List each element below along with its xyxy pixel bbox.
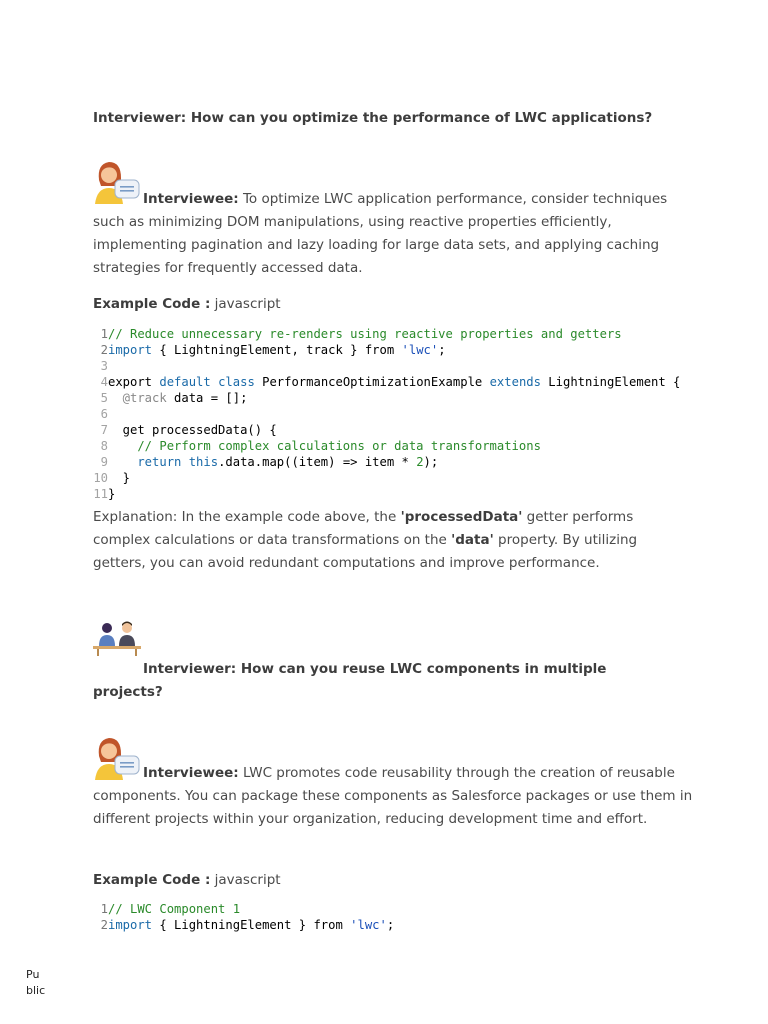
interviewee-avatar-icon (93, 734, 141, 782)
question-1-text: Interviewer: How can you optimize the performance of LWC applications? (93, 109, 653, 126)
question-2 (93, 620, 693, 717)
example-code-label-1 (93, 293, 693, 316)
example-code-label-2: Example Code : javascript (93, 872, 281, 888)
answer-2 (93, 734, 693, 831)
answer-2-paragraph: Interviewee: LWC promotes code reusability through the creation of reusable components. You can package these components as Salesforce packages or use them in different projects within your organization, reducing development time and effort. (93, 765, 693, 827)
code-block-2 (93, 901, 733, 933)
answer-1-paragraph (93, 158, 693, 280)
example-code-title: Example Code : (93, 296, 211, 312)
answer-1 (93, 158, 693, 280)
code-block-2-content: 1// LWC Component 1 2import { LightningElement } from 'lwc'; (100, 902, 395, 932)
question-1 (93, 93, 693, 143)
explanation-1-paragraph: Explanation: In the example code above, the 'processedData' getter performs complex calculations or data transformations on the 'data' property. By utilizing getters, you can avoid redundant computations and improve performance. (93, 509, 638, 571)
code-block-1 (93, 326, 733, 502)
interviewee-label: Interviewee: (143, 765, 239, 781)
interviewer-pair-icon (93, 620, 141, 656)
explanation-1 (93, 506, 693, 575)
classification-footer: Pu blic (26, 968, 46, 997)
code-block-1-content: 1// Reduce unnecessary re-renders using reactive properties and getters 2import { LightningElement, track } from 'lwc'; 3 4export default class PerformanceOptimizationExample extends LightningElement { 5 @track data = []; 6 7 get processedData() { 8 // Perform complex calculations or data transformations 9 return this.data.map((item) => item * 2); 10 } 11} (93, 327, 681, 501)
answer-1-text: To optimize LWC application performance, consider techniques such as minimizing DOM manipulations, using reactive properties efficiently, implementing pagination and lazy loading for large data sets, and applying caching strategies for frequently accessed data. (93, 191, 668, 276)
interviewee-avatar-icon (93, 158, 141, 206)
question-2-text: Interviewer: How can you reuse LWC components in multiple projects? (93, 660, 607, 700)
interviewee-label: Interviewee: (143, 191, 239, 207)
example-code-lang: javascript (210, 296, 281, 312)
